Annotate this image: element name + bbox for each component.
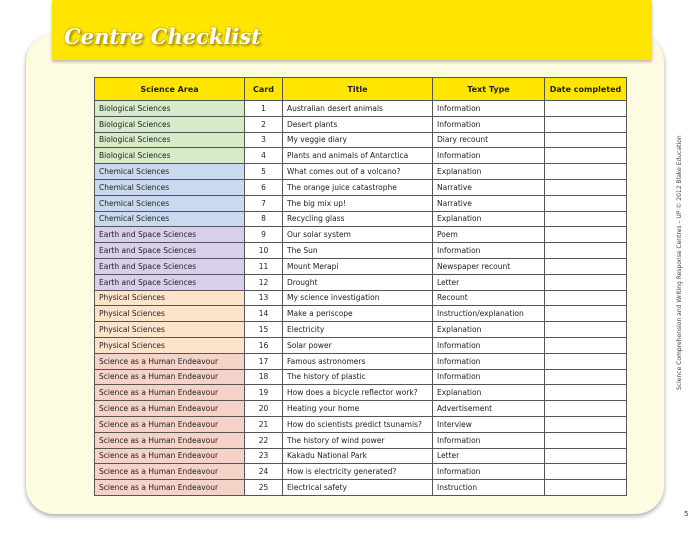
- cell-title: How does a bicycle reflector work?: [283, 385, 433, 401]
- cell-card-number: 5: [245, 164, 283, 180]
- cell-title: How do scientists predict tsunamis?: [283, 416, 433, 432]
- table-row: [95, 432, 627, 448]
- cell-title: Electricity: [283, 322, 433, 338]
- cell-science-area: Science as a Human Endeavour: [95, 480, 245, 496]
- cell-title: Desert plants: [283, 116, 433, 132]
- column-header-text-type: Text Type: [433, 78, 545, 101]
- cell-title: The Sun: [283, 243, 433, 259]
- cell-science-area: Earth and Space Sciences: [95, 227, 245, 243]
- cell-date-completed[interactable]: [545, 432, 627, 448]
- cell-text-type: Information: [433, 116, 545, 132]
- cell-date-completed[interactable]: [545, 369, 627, 385]
- cell-title: Solar power: [283, 337, 433, 353]
- cell-card-number: 6: [245, 179, 283, 195]
- cell-title: Australian desert animals: [283, 101, 433, 117]
- table-row: [95, 416, 627, 432]
- cell-science-area: Science as a Human Endeavour: [95, 353, 245, 369]
- table-row: [95, 227, 627, 243]
- table-row: [95, 258, 627, 274]
- cell-science-area: Chemical Sciences: [95, 179, 245, 195]
- cell-date-completed[interactable]: [545, 401, 627, 417]
- cell-science-area: Science as a Human Endeavour: [95, 369, 245, 385]
- cell-date-completed[interactable]: [545, 290, 627, 306]
- cell-science-area: Physical Sciences: [95, 290, 245, 306]
- cell-date-completed[interactable]: [545, 416, 627, 432]
- cell-title: Mount Merapi: [283, 258, 433, 274]
- cell-science-area: Biological Sciences: [95, 148, 245, 164]
- cell-text-type: Letter: [433, 274, 545, 290]
- cell-title: Electrical safety: [283, 480, 433, 496]
- checklist-table: [94, 77, 627, 496]
- cell-card-number: 24: [245, 464, 283, 480]
- cell-title: The orange juice catastrophe: [283, 179, 433, 195]
- table-row: [95, 369, 627, 385]
- cell-card-number: 12: [245, 274, 283, 290]
- cell-science-area: Biological Sciences: [95, 101, 245, 117]
- cell-title: Kakadu National Park: [283, 448, 433, 464]
- cell-science-area: Earth and Space Sciences: [95, 258, 245, 274]
- cell-text-type: Explanation: [433, 164, 545, 180]
- cell-date-completed[interactable]: [545, 385, 627, 401]
- cell-card-number: 13: [245, 290, 283, 306]
- cell-card-number: 4: [245, 148, 283, 164]
- cell-science-area: Physical Sciences: [95, 306, 245, 322]
- column-header-card: Card: [245, 78, 283, 101]
- table-row: [95, 179, 627, 195]
- cell-card-number: 10: [245, 243, 283, 259]
- cell-date-completed[interactable]: [545, 243, 627, 259]
- table-row: [95, 337, 627, 353]
- cell-date-completed[interactable]: [545, 164, 627, 180]
- cell-card-number: 19: [245, 385, 283, 401]
- cell-text-type: Newspaper recount: [433, 258, 545, 274]
- cell-card-number: 7: [245, 195, 283, 211]
- cell-text-type: Information: [433, 148, 545, 164]
- table-row: [95, 211, 627, 227]
- cell-date-completed[interactable]: [545, 132, 627, 148]
- cell-title: My veggie diary: [283, 132, 433, 148]
- cell-science-area: Earth and Space Sciences: [95, 243, 245, 259]
- cell-text-type: Information: [433, 101, 545, 117]
- cell-date-completed[interactable]: [545, 227, 627, 243]
- cell-science-area: Science as a Human Endeavour: [95, 385, 245, 401]
- table-row: [95, 464, 627, 480]
- cell-card-number: 1: [245, 101, 283, 117]
- cell-date-completed[interactable]: [545, 258, 627, 274]
- cell-science-area: Science as a Human Endeavour: [95, 401, 245, 417]
- table-row: [95, 385, 627, 401]
- page-title: Centre Checklist: [64, 24, 261, 49]
- cell-title: Recycling glass: [283, 211, 433, 227]
- cell-title: The history of plastic: [283, 369, 433, 385]
- cell-title: Famous astronomers: [283, 353, 433, 369]
- table-row: [95, 101, 627, 117]
- cell-science-area: Physical Sciences: [95, 322, 245, 338]
- cell-date-completed[interactable]: [545, 337, 627, 353]
- table-row: [95, 195, 627, 211]
- cell-title: Plants and animals of Antarctica: [283, 148, 433, 164]
- cell-text-type: Information: [433, 243, 545, 259]
- cell-card-number: 11: [245, 258, 283, 274]
- table-row: [95, 164, 627, 180]
- cell-card-number: 18: [245, 369, 283, 385]
- cell-title: The big mix up!: [283, 195, 433, 211]
- table-row: [95, 480, 627, 496]
- cell-title: What comes out of a volcano?: [283, 164, 433, 180]
- checklist-body: [95, 101, 627, 496]
- cell-card-number: 23: [245, 448, 283, 464]
- cell-card-number: 15: [245, 322, 283, 338]
- cell-title: My science investigation: [283, 290, 433, 306]
- cell-date-completed[interactable]: [545, 179, 627, 195]
- cell-title: Drought: [283, 274, 433, 290]
- cell-text-type: Letter: [433, 448, 545, 464]
- cell-text-type: Narrative: [433, 179, 545, 195]
- cell-text-type: Narrative: [433, 195, 545, 211]
- cell-text-type: Diary recount: [433, 132, 545, 148]
- cell-science-area: Biological Sciences: [95, 116, 245, 132]
- cell-card-number: 14: [245, 306, 283, 322]
- cell-date-completed[interactable]: [545, 306, 627, 322]
- cell-text-type: Instruction: [433, 480, 545, 496]
- cell-text-type: Explanation: [433, 211, 545, 227]
- cell-date-completed[interactable]: [545, 211, 627, 227]
- cell-card-number: 8: [245, 211, 283, 227]
- cell-text-type: Information: [433, 432, 545, 448]
- cell-science-area: Science as a Human Endeavour: [95, 416, 245, 432]
- table-row: [95, 116, 627, 132]
- page-number: 5: [684, 510, 689, 518]
- cell-science-area: Earth and Space Sciences: [95, 274, 245, 290]
- cell-date-completed[interactable]: [545, 116, 627, 132]
- cell-date-completed[interactable]: [545, 448, 627, 464]
- cell-date-completed[interactable]: [545, 464, 627, 480]
- table-row: [95, 132, 627, 148]
- copyright-side-text: Science Comprehension and Writing Response Centres – UP © 2012 Blake Education: [676, 135, 683, 390]
- table-row: [95, 274, 627, 290]
- cell-science-area: Science as a Human Endeavour: [95, 448, 245, 464]
- cell-card-number: 21: [245, 416, 283, 432]
- cell-title: How is electricity generated?: [283, 464, 433, 480]
- cell-text-type: Information: [433, 464, 545, 480]
- table-row: [95, 243, 627, 259]
- cell-date-completed[interactable]: [545, 101, 627, 117]
- cell-title: Heating your home: [283, 401, 433, 417]
- cell-text-type: Instruction/explanation: [433, 306, 545, 322]
- column-header-date-completed: Date completed: [545, 78, 627, 101]
- cell-date-completed[interactable]: [545, 195, 627, 211]
- cell-science-area: Chemical Sciences: [95, 195, 245, 211]
- cell-card-number: 25: [245, 480, 283, 496]
- cell-title: Make a periscope: [283, 306, 433, 322]
- table-header-row: [95, 78, 627, 101]
- cell-card-number: 9: [245, 227, 283, 243]
- cell-date-completed[interactable]: [545, 274, 627, 290]
- cell-date-completed[interactable]: [545, 480, 627, 496]
- cell-science-area: Physical Sciences: [95, 337, 245, 353]
- cell-card-number: 3: [245, 132, 283, 148]
- cell-science-area: Chemical Sciences: [95, 211, 245, 227]
- column-header-area: Science Area: [95, 78, 245, 101]
- cell-title: Our solar system: [283, 227, 433, 243]
- table-row: [95, 306, 627, 322]
- cell-science-area: Chemical Sciences: [95, 164, 245, 180]
- cell-text-type: Advertisement: [433, 401, 545, 417]
- table-row: [95, 148, 627, 164]
- cell-card-number: 17: [245, 353, 283, 369]
- cell-text-type: Poem: [433, 227, 545, 243]
- cell-date-completed[interactable]: [545, 353, 627, 369]
- table-row: [95, 353, 627, 369]
- cell-science-area: Science as a Human Endeavour: [95, 464, 245, 480]
- cell-text-type: Information: [433, 353, 545, 369]
- cell-title: The history of wind power: [283, 432, 433, 448]
- cell-text-type: Recount: [433, 290, 545, 306]
- cell-text-type: Explanation: [433, 385, 545, 401]
- cell-text-type: Information: [433, 337, 545, 353]
- cell-science-area: Science as a Human Endeavour: [95, 432, 245, 448]
- cell-text-type: Information: [433, 369, 545, 385]
- table-row: [95, 322, 627, 338]
- cell-card-number: 16: [245, 337, 283, 353]
- cell-card-number: 2: [245, 116, 283, 132]
- cell-date-completed[interactable]: [545, 322, 627, 338]
- cell-date-completed[interactable]: [545, 148, 627, 164]
- table-row: [95, 401, 627, 417]
- cell-text-type: Interview: [433, 416, 545, 432]
- cell-card-number: 22: [245, 432, 283, 448]
- table-row: [95, 290, 627, 306]
- cell-science-area: Biological Sciences: [95, 132, 245, 148]
- table-row: [95, 448, 627, 464]
- cell-text-type: Explanation: [433, 322, 545, 338]
- column-header-title: Title: [283, 78, 433, 101]
- cell-card-number: 20: [245, 401, 283, 417]
